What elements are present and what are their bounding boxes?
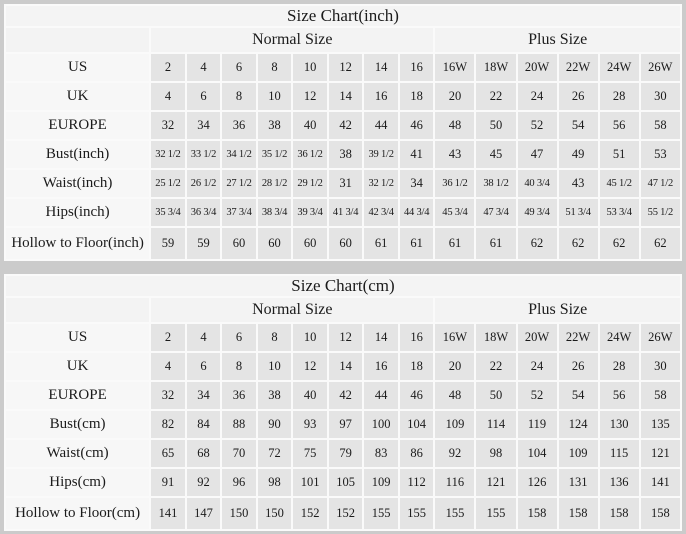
size-value-cell: 4 bbox=[187, 324, 221, 351]
size-value-cell: 12 bbox=[329, 54, 363, 81]
size-value-cell: 10 bbox=[258, 353, 292, 380]
size-value-cell: 34 bbox=[187, 382, 221, 409]
size-value-cell: 12 bbox=[329, 324, 363, 351]
size-value-cell: 52 bbox=[518, 382, 557, 409]
size-value-cell: 155 bbox=[435, 498, 474, 529]
size-value-cell: 101 bbox=[293, 469, 327, 496]
size-value-cell: 39 1/2 bbox=[364, 141, 398, 168]
size-value-cell: 30 bbox=[641, 353, 680, 380]
size-value-cell: 105 bbox=[329, 469, 363, 496]
size-value-cell: 10 bbox=[293, 324, 327, 351]
size-value-cell: 136 bbox=[600, 469, 639, 496]
size-value-cell: 52 bbox=[518, 112, 557, 139]
size-value-cell: 12 bbox=[293, 353, 327, 380]
size-value-cell: 34 bbox=[187, 112, 221, 139]
size-value-cell: 62 bbox=[641, 228, 680, 259]
size-value-cell: 32 1/2 bbox=[364, 170, 398, 197]
size-value-cell: 41 3/4 bbox=[329, 199, 363, 226]
size-value-cell: 131 bbox=[559, 469, 598, 496]
size-value-cell: 39 3/4 bbox=[293, 199, 327, 226]
column-group-row bbox=[6, 298, 680, 322]
size-value-cell: 18 bbox=[400, 83, 434, 110]
size-value-cell: 36 bbox=[222, 382, 256, 409]
size-value-cell: 126 bbox=[518, 469, 557, 496]
size-value-cell: 98 bbox=[476, 440, 515, 467]
size-value-cell: 141 bbox=[641, 469, 680, 496]
row-label: Hollow to Floor(inch) bbox=[6, 228, 149, 259]
size-value-cell: 61 bbox=[364, 228, 398, 259]
size-value-cell: 79 bbox=[329, 440, 363, 467]
size-value-cell: 38 bbox=[258, 382, 292, 409]
size-value-cell: 93 bbox=[293, 411, 327, 438]
size-value-cell: 26W bbox=[641, 54, 680, 81]
size-value-cell: 115 bbox=[600, 440, 639, 467]
size-value-cell: 46 bbox=[400, 112, 434, 139]
size-value-cell: 4 bbox=[187, 54, 221, 81]
table-row bbox=[6, 324, 680, 351]
size-value-cell: 90 bbox=[258, 411, 292, 438]
size-value-cell: 116 bbox=[435, 469, 474, 496]
size-value-cell: 6 bbox=[187, 353, 221, 380]
size-value-cell: 6 bbox=[222, 54, 256, 81]
size-value-cell: 12 bbox=[293, 83, 327, 110]
size-value-cell: 4 bbox=[151, 353, 185, 380]
size-value-cell: 26 bbox=[559, 353, 598, 380]
size-value-cell: 26 bbox=[559, 83, 598, 110]
size-value-cell: 96 bbox=[222, 469, 256, 496]
size-value-cell: 46 bbox=[400, 382, 434, 409]
column-group-label: Plus Size bbox=[435, 298, 680, 322]
table-row bbox=[6, 228, 680, 259]
table-row bbox=[6, 141, 680, 168]
row-label: Hips(cm) bbox=[6, 469, 149, 496]
size-value-cell: 48 bbox=[435, 382, 474, 409]
size-value-cell: 86 bbox=[400, 440, 434, 467]
size-value-cell: 61 bbox=[400, 228, 434, 259]
size-value-cell: 88 bbox=[222, 411, 256, 438]
corner-cell bbox=[6, 28, 149, 52]
table-title: Size Chart(cm) bbox=[6, 276, 680, 296]
size-value-cell: 44 bbox=[364, 112, 398, 139]
size-value-cell: 45 1/2 bbox=[600, 170, 639, 197]
size-value-cell: 109 bbox=[435, 411, 474, 438]
size-value-cell: 18W bbox=[476, 54, 515, 81]
size-value-cell: 25 1/2 bbox=[151, 170, 185, 197]
row-label: EUROPE bbox=[6, 382, 149, 409]
size-value-cell: 155 bbox=[364, 498, 398, 529]
size-value-cell: 155 bbox=[400, 498, 434, 529]
table-title-row bbox=[6, 6, 680, 26]
size-value-cell: 92 bbox=[435, 440, 474, 467]
size-value-cell: 92 bbox=[187, 469, 221, 496]
table-row bbox=[6, 382, 680, 409]
size-value-cell: 91 bbox=[151, 469, 185, 496]
size-value-cell: 62 bbox=[518, 228, 557, 259]
row-label: Hips(inch) bbox=[6, 199, 149, 226]
table-row bbox=[6, 469, 680, 496]
table-row bbox=[6, 54, 680, 81]
row-label: UK bbox=[6, 83, 149, 110]
size-value-cell: 42 bbox=[329, 112, 363, 139]
size-value-cell: 58 bbox=[641, 382, 680, 409]
size-value-cell: 54 bbox=[559, 382, 598, 409]
size-value-cell: 49 bbox=[559, 141, 598, 168]
size-value-cell: 53 3/4 bbox=[600, 199, 639, 226]
size-value-cell: 62 bbox=[559, 228, 598, 259]
size-value-cell: 8 bbox=[258, 54, 292, 81]
size-value-cell: 104 bbox=[518, 440, 557, 467]
size-value-cell: 24 bbox=[518, 83, 557, 110]
size-value-cell: 14 bbox=[364, 324, 398, 351]
size-value-cell: 45 3/4 bbox=[435, 199, 474, 226]
size-value-cell: 8 bbox=[222, 353, 256, 380]
size-value-cell: 14 bbox=[329, 353, 363, 380]
size-value-cell: 33 1/2 bbox=[187, 141, 221, 168]
size-value-cell: 24W bbox=[600, 324, 639, 351]
column-group-label: Normal Size bbox=[151, 298, 433, 322]
size-value-cell: 38 bbox=[329, 141, 363, 168]
size-value-cell: 8 bbox=[258, 324, 292, 351]
size-value-cell: 43 bbox=[435, 141, 474, 168]
size-value-cell: 36 1/2 bbox=[435, 170, 474, 197]
size-value-cell: 114 bbox=[476, 411, 515, 438]
row-label: Bust(cm) bbox=[6, 411, 149, 438]
size-value-cell: 10 bbox=[258, 83, 292, 110]
size-value-cell: 6 bbox=[222, 324, 256, 351]
size-value-cell: 56 bbox=[600, 382, 639, 409]
size-value-cell: 31 bbox=[329, 170, 363, 197]
size-value-cell: 65 bbox=[151, 440, 185, 467]
size-value-cell: 35 1/2 bbox=[258, 141, 292, 168]
size-value-cell: 70 bbox=[222, 440, 256, 467]
size-value-cell: 16 bbox=[364, 83, 398, 110]
row-label: Bust(inch) bbox=[6, 141, 149, 168]
size-value-cell: 61 bbox=[476, 228, 515, 259]
size-value-cell: 28 bbox=[600, 83, 639, 110]
size-value-cell: 8 bbox=[222, 83, 256, 110]
size-value-cell: 83 bbox=[364, 440, 398, 467]
size-value-cell: 130 bbox=[600, 411, 639, 438]
size-value-cell: 100 bbox=[364, 411, 398, 438]
table-row bbox=[6, 170, 680, 197]
size-value-cell: 16 bbox=[400, 54, 434, 81]
size-value-cell: 45 bbox=[476, 141, 515, 168]
size-value-cell: 152 bbox=[293, 498, 327, 529]
size-value-cell: 51 bbox=[600, 141, 639, 168]
size-value-cell: 59 bbox=[151, 228, 185, 259]
size-value-cell: 158 bbox=[600, 498, 639, 529]
row-label: Waist(cm) bbox=[6, 440, 149, 467]
size-value-cell: 6 bbox=[187, 83, 221, 110]
size-value-cell: 50 bbox=[476, 382, 515, 409]
size-value-cell: 40 3/4 bbox=[518, 170, 557, 197]
size-value-cell: 22 bbox=[476, 83, 515, 110]
row-label: EUROPE bbox=[6, 112, 149, 139]
size-value-cell: 38 3/4 bbox=[258, 199, 292, 226]
size-value-cell: 62 bbox=[600, 228, 639, 259]
size-value-cell: 43 bbox=[559, 170, 598, 197]
size-value-cell: 14 bbox=[364, 54, 398, 81]
size-value-cell: 50 bbox=[476, 112, 515, 139]
size-value-cell: 112 bbox=[400, 469, 434, 496]
table-row bbox=[6, 83, 680, 110]
size-value-cell: 20W bbox=[518, 54, 557, 81]
corner-cell bbox=[6, 298, 149, 322]
row-label: Waist(inch) bbox=[6, 170, 149, 197]
column-group-label: Normal Size bbox=[151, 28, 433, 52]
column-group-row bbox=[6, 28, 680, 52]
size-value-cell: 158 bbox=[559, 498, 598, 529]
size-value-cell: 37 3/4 bbox=[222, 199, 256, 226]
size-value-cell: 4 bbox=[151, 83, 185, 110]
table-row bbox=[6, 411, 680, 438]
size-value-cell: 32 bbox=[151, 112, 185, 139]
size-value-cell: 30 bbox=[641, 83, 680, 110]
size-value-cell: 49 3/4 bbox=[518, 199, 557, 226]
table-row bbox=[6, 440, 680, 467]
size-value-cell: 60 bbox=[258, 228, 292, 259]
size-value-cell: 44 bbox=[364, 382, 398, 409]
size-value-cell: 56 bbox=[600, 112, 639, 139]
size-value-cell: 59 bbox=[187, 228, 221, 259]
size-value-cell: 48 bbox=[435, 112, 474, 139]
size-value-cell: 47 bbox=[518, 141, 557, 168]
size-value-cell: 40 bbox=[293, 382, 327, 409]
size-value-cell: 28 bbox=[600, 353, 639, 380]
size-value-cell: 75 bbox=[293, 440, 327, 467]
size-value-cell: 16 bbox=[364, 353, 398, 380]
size-value-cell: 32 1/2 bbox=[151, 141, 185, 168]
size-value-cell: 109 bbox=[559, 440, 598, 467]
size-chart-cm-table bbox=[4, 274, 682, 531]
size-value-cell: 41 bbox=[400, 141, 434, 168]
size-value-cell: 121 bbox=[641, 440, 680, 467]
size-value-cell: 34 bbox=[400, 170, 434, 197]
size-value-cell: 26W bbox=[641, 324, 680, 351]
size-value-cell: 36 3/4 bbox=[187, 199, 221, 226]
table-row bbox=[6, 498, 680, 529]
size-value-cell: 27 1/2 bbox=[222, 170, 256, 197]
size-value-cell: 152 bbox=[329, 498, 363, 529]
size-value-cell: 68 bbox=[187, 440, 221, 467]
row-label: US bbox=[6, 54, 149, 81]
size-value-cell: 82 bbox=[151, 411, 185, 438]
row-label: US bbox=[6, 324, 149, 351]
size-value-cell: 38 1/2 bbox=[476, 170, 515, 197]
size-value-cell: 36 bbox=[222, 112, 256, 139]
size-value-cell: 104 bbox=[400, 411, 434, 438]
size-value-cell: 42 3/4 bbox=[364, 199, 398, 226]
row-label: UK bbox=[6, 353, 149, 380]
size-value-cell: 150 bbox=[222, 498, 256, 529]
column-group-label: Plus Size bbox=[435, 28, 680, 52]
size-chart-inch-table bbox=[4, 4, 682, 261]
size-value-cell: 54 bbox=[559, 112, 598, 139]
size-value-cell: 20 bbox=[435, 83, 474, 110]
size-value-cell: 22W bbox=[559, 324, 598, 351]
row-label: Hollow to Floor(cm) bbox=[6, 498, 149, 529]
table-row bbox=[6, 112, 680, 139]
size-value-cell: 22 bbox=[476, 353, 515, 380]
size-value-cell: 29 1/2 bbox=[293, 170, 327, 197]
size-value-cell: 24W bbox=[600, 54, 639, 81]
size-value-cell: 84 bbox=[187, 411, 221, 438]
size-value-cell: 26 1/2 bbox=[187, 170, 221, 197]
size-value-cell: 55 1/2 bbox=[641, 199, 680, 226]
size-value-cell: 141 bbox=[151, 498, 185, 529]
size-value-cell: 38 bbox=[258, 112, 292, 139]
size-value-cell: 34 1/2 bbox=[222, 141, 256, 168]
size-value-cell: 147 bbox=[187, 498, 221, 529]
size-value-cell: 44 3/4 bbox=[400, 199, 434, 226]
table-row bbox=[6, 199, 680, 226]
size-value-cell: 72 bbox=[258, 440, 292, 467]
size-value-cell: 36 1/2 bbox=[293, 141, 327, 168]
size-value-cell: 121 bbox=[476, 469, 515, 496]
size-value-cell: 119 bbox=[518, 411, 557, 438]
size-value-cell: 22W bbox=[559, 54, 598, 81]
size-value-cell: 32 bbox=[151, 382, 185, 409]
size-value-cell: 28 1/2 bbox=[258, 170, 292, 197]
size-value-cell: 16W bbox=[435, 324, 474, 351]
size-value-cell: 16W bbox=[435, 54, 474, 81]
size-value-cell: 58 bbox=[641, 112, 680, 139]
size-value-cell: 14 bbox=[329, 83, 363, 110]
size-value-cell: 42 bbox=[329, 382, 363, 409]
size-value-cell: 109 bbox=[364, 469, 398, 496]
size-value-cell: 158 bbox=[518, 498, 557, 529]
size-value-cell: 60 bbox=[329, 228, 363, 259]
size-value-cell: 2 bbox=[151, 54, 185, 81]
table-title: Size Chart(inch) bbox=[6, 6, 680, 26]
size-value-cell: 35 3/4 bbox=[151, 199, 185, 226]
size-value-cell: 2 bbox=[151, 324, 185, 351]
size-value-cell: 16 bbox=[400, 324, 434, 351]
size-value-cell: 150 bbox=[258, 498, 292, 529]
size-value-cell: 124 bbox=[559, 411, 598, 438]
size-value-cell: 20 bbox=[435, 353, 474, 380]
size-value-cell: 51 3/4 bbox=[559, 199, 598, 226]
size-value-cell: 97 bbox=[329, 411, 363, 438]
size-value-cell: 158 bbox=[641, 498, 680, 529]
size-value-cell: 18 bbox=[400, 353, 434, 380]
table-row bbox=[6, 353, 680, 380]
size-value-cell: 61 bbox=[435, 228, 474, 259]
size-value-cell: 155 bbox=[476, 498, 515, 529]
table-title-row bbox=[6, 276, 680, 296]
size-value-cell: 98 bbox=[258, 469, 292, 496]
size-value-cell: 135 bbox=[641, 411, 680, 438]
size-value-cell: 24 bbox=[518, 353, 557, 380]
size-value-cell: 18W bbox=[476, 324, 515, 351]
size-value-cell: 47 3/4 bbox=[476, 199, 515, 226]
size-value-cell: 10 bbox=[293, 54, 327, 81]
size-value-cell: 40 bbox=[293, 112, 327, 139]
size-value-cell: 60 bbox=[222, 228, 256, 259]
size-value-cell: 47 1/2 bbox=[641, 170, 680, 197]
size-value-cell: 20W bbox=[518, 324, 557, 351]
size-value-cell: 60 bbox=[293, 228, 327, 259]
size-value-cell: 53 bbox=[641, 141, 680, 168]
